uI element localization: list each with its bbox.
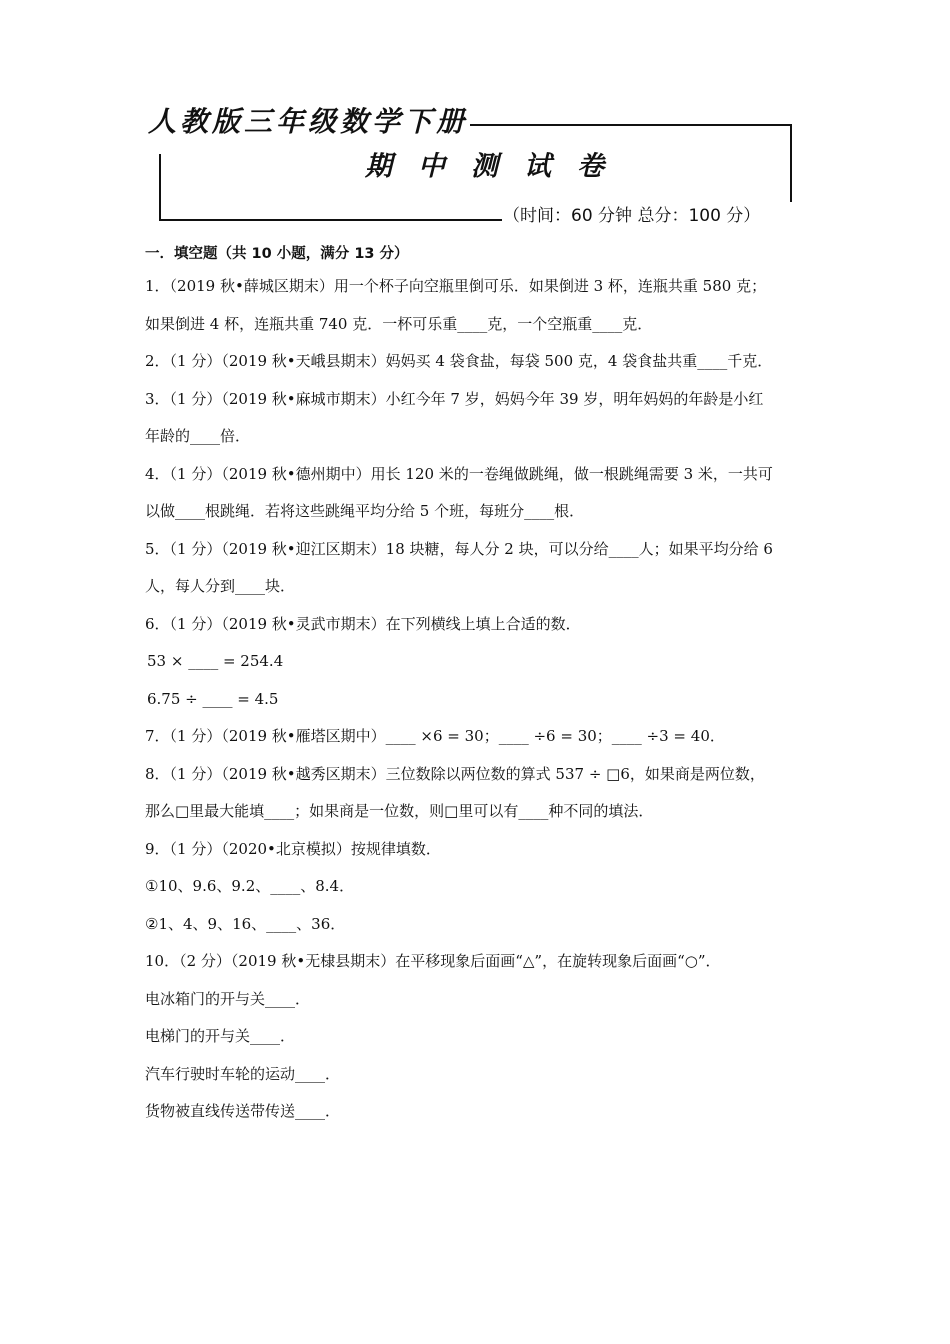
title-frame-right-line xyxy=(790,124,792,202)
answer-line: 电冰箱门的开与关____． xyxy=(145,989,311,1008)
question-line: 10．（2 分）（2019 秋•无棣县期末）在平移现象后面画“△”，在旋转现象后面画“○”． xyxy=(145,952,721,970)
question-line: 如果倒进 4 杯，连瓶共重 740 克．一杯可乐重____克，一个空瓶重____克． xyxy=(145,314,653,333)
question-line: 2．（1 分）（2019 秋•天峨县期末）妈妈买 4 袋食盐，每袋 500 克，4 袋食盐共重____千克． xyxy=(145,352,773,370)
equation-line: 6.75 ÷ ____ = 4.5 xyxy=(147,689,279,708)
answer-line: 货物被直线传送带传送____． xyxy=(145,1102,341,1120)
title-frame-left-line xyxy=(159,154,161,221)
question-line: 5．（1 分）（2019 秋•迎江区期末）18 块糖，每人分 2 块，可以分给____人；如果平均分给 6 xyxy=(145,539,773,558)
title-frame-bottom-line xyxy=(159,219,502,221)
book-title: 人教版三年级数学下册 xyxy=(148,105,469,138)
question-line: 8．（1 分）（2019 秋•越秀区期末）三位数除以两位数的算式 537 ÷ □6，如果商是两位数， xyxy=(145,764,765,783)
sequence-line: ①10、9.6、9.2、____、8.4． xyxy=(145,877,355,895)
question-line: 7．（1 分）（2019 秋•雁塔区期中）____ ×6 = 30；____ ÷6 = 30；____ ÷3 = 40． xyxy=(145,727,725,745)
time-info: （时间：60 分钟 总分：100 分） xyxy=(503,206,761,226)
exam-title: 期中测试卷 xyxy=(365,151,630,182)
question-line: 4．（1 分）（2019 秋•德州期中）用长 120 米的一卷绳做跳绳，做一根跳绳需要 3 米，一共可 xyxy=(145,464,773,483)
equation-line: 53 × ____ = 254.4 xyxy=(147,652,284,670)
title-frame-top-line xyxy=(470,124,792,126)
question-line: 年龄的____倍． xyxy=(145,427,251,445)
question-line: 1．（2019 秋•薛城区期末）用一个杯子向空瓶里倒可乐．如果倒进 3 杯，连瓶共重 580 克； xyxy=(145,277,767,295)
header xyxy=(0,0,950,240)
question-line: 以做____根跳绳．若将这些跳绳平均分给 5 个班，每班分____根． xyxy=(145,502,585,520)
question-content xyxy=(145,240,825,1131)
question-line: 人，每人分到____块． xyxy=(145,577,296,595)
section-title: 一．填空题（共 10 小题，满分 13 分） xyxy=(145,246,409,262)
question-line: 9．（1 分）（2020•北京模拟）按规律填数． xyxy=(145,839,441,858)
question-line: 6．（1 分）（2019 秋•灵武市期末）在下列横线上填上合适的数． xyxy=(145,614,581,633)
answer-line: 汽车行驶时车轮的运动____． xyxy=(145,1064,341,1083)
sequence-line: ②1、4、9、16、____、36． xyxy=(145,914,346,933)
question-line: 那么□里最大能填____；如果商是一位数，则□里可以有____种不同的填法． xyxy=(145,802,654,820)
answer-line: 电梯门的开与关____． xyxy=(145,1027,296,1045)
question-line: 3．（1 分）（2019 秋•麻城市期末）小红今年 7 岁，妈妈今年 39 岁，明年妈妈的年龄是小红 xyxy=(145,389,764,408)
